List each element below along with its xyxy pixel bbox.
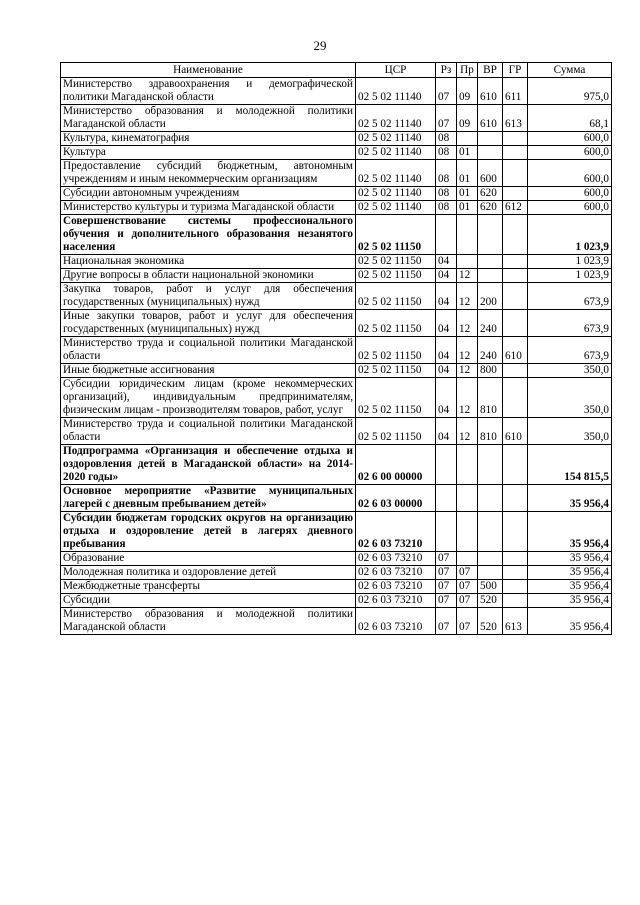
cell-vr bbox=[478, 269, 503, 283]
cell-vr bbox=[478, 485, 503, 512]
cell-name: Министерство здравоохранения и демографической политики Магаданской области bbox=[61, 78, 356, 105]
cell-gr bbox=[503, 132, 528, 146]
cell-vr: 240 bbox=[478, 310, 503, 337]
cell-rz: 07 bbox=[436, 566, 457, 580]
cell-csr: 02 5 02 11150 bbox=[356, 418, 436, 445]
cell-name: Субсидии bbox=[61, 594, 356, 608]
cell-rz bbox=[436, 445, 457, 485]
cell-sum: 673,9 bbox=[528, 283, 612, 310]
cell-name: Подпрограмма «Организация и обеспечение отдыха и оздоровления детей в Магаданской области» на 2014-2020 годы» bbox=[61, 445, 356, 485]
header-pr: Пр bbox=[457, 63, 478, 78]
cell-vr: 810 bbox=[478, 418, 503, 445]
cell-pr: 07 bbox=[457, 580, 478, 594]
cell-gr: 613 bbox=[503, 608, 528, 635]
table-row bbox=[61, 187, 612, 201]
table-row bbox=[61, 78, 612, 105]
cell-rz: 07 bbox=[436, 105, 457, 132]
cell-rz: 04 bbox=[436, 255, 457, 269]
table-row bbox=[61, 201, 612, 215]
cell-name: Культура, кинематография bbox=[61, 132, 356, 146]
cell-csr: 02 5 02 11140 bbox=[356, 132, 436, 146]
cell-vr bbox=[478, 512, 503, 552]
header-name: Наименование bbox=[61, 63, 356, 78]
cell-csr: 02 6 03 00000 bbox=[356, 485, 436, 512]
cell-csr: 02 5 02 11150 bbox=[356, 255, 436, 269]
cell-vr: 620 bbox=[478, 187, 503, 201]
cell-gr bbox=[503, 215, 528, 255]
cell-vr: 610 bbox=[478, 78, 503, 105]
cell-vr: 200 bbox=[478, 283, 503, 310]
cell-sum: 350,0 bbox=[528, 378, 612, 418]
table-row bbox=[61, 310, 612, 337]
cell-vr bbox=[478, 146, 503, 160]
cell-vr: 520 bbox=[478, 594, 503, 608]
cell-rz: 08 bbox=[436, 146, 457, 160]
cell-gr bbox=[503, 283, 528, 310]
cell-pr: 01 bbox=[457, 160, 478, 187]
cell-name: Министерство труда и социальной политики Магаданской области bbox=[61, 337, 356, 364]
cell-sum: 600,0 bbox=[528, 160, 612, 187]
cell-rz: 08 bbox=[436, 187, 457, 201]
cell-pr: 12 bbox=[457, 364, 478, 378]
cell-gr: 611 bbox=[503, 78, 528, 105]
cell-rz: 08 bbox=[436, 132, 457, 146]
cell-name: Закупка товаров, работ и услуг для обеспечения государственных (муниципальных) нужд bbox=[61, 283, 356, 310]
table-row bbox=[61, 132, 612, 146]
cell-pr: 09 bbox=[457, 78, 478, 105]
cell-vr: 810 bbox=[478, 378, 503, 418]
cell-rz: 04 bbox=[436, 310, 457, 337]
cell-name: Министерство образования и молодежной политики Магаданской области bbox=[61, 105, 356, 132]
header-rz: Рз bbox=[436, 63, 457, 78]
cell-sum: 68,1 bbox=[528, 105, 612, 132]
cell-rz bbox=[436, 512, 457, 552]
cell-rz bbox=[436, 215, 457, 255]
cell-vr: 600 bbox=[478, 160, 503, 187]
cell-rz: 04 bbox=[436, 364, 457, 378]
cell-gr: 612 bbox=[503, 201, 528, 215]
cell-gr bbox=[503, 445, 528, 485]
cell-name: Другие вопросы в области национальной экономики bbox=[61, 269, 356, 283]
cell-vr bbox=[478, 255, 503, 269]
table-row bbox=[61, 566, 612, 580]
cell-rz: 07 bbox=[436, 78, 457, 105]
cell-sum: 600,0 bbox=[528, 187, 612, 201]
cell-gr bbox=[503, 160, 528, 187]
cell-gr bbox=[503, 378, 528, 418]
cell-sum: 35 956,4 bbox=[528, 552, 612, 566]
header-sum: Сумма bbox=[528, 63, 612, 78]
header-gr: ГР bbox=[503, 63, 528, 78]
cell-pr: 01 bbox=[457, 201, 478, 215]
header-row bbox=[61, 63, 612, 78]
cell-sum: 1 023,9 bbox=[528, 215, 612, 255]
cell-csr: 02 6 03 73210 bbox=[356, 594, 436, 608]
table-row bbox=[61, 269, 612, 283]
cell-csr: 02 5 02 11150 bbox=[356, 283, 436, 310]
table-row bbox=[61, 215, 612, 255]
cell-gr: 610 bbox=[503, 337, 528, 364]
cell-gr bbox=[503, 146, 528, 160]
cell-gr bbox=[503, 594, 528, 608]
cell-gr bbox=[503, 364, 528, 378]
cell-csr: 02 6 03 73210 bbox=[356, 566, 436, 580]
cell-rz: 04 bbox=[436, 283, 457, 310]
cell-rz: 04 bbox=[436, 337, 457, 364]
table-row bbox=[61, 580, 612, 594]
cell-csr: 02 5 02 11140 bbox=[356, 201, 436, 215]
table-row bbox=[61, 608, 612, 635]
cell-sum: 35 956,4 bbox=[528, 512, 612, 552]
cell-sum: 35 956,4 bbox=[528, 485, 612, 512]
cell-sum: 35 956,4 bbox=[528, 580, 612, 594]
table-row bbox=[61, 105, 612, 132]
cell-rz: 04 bbox=[436, 418, 457, 445]
table-row bbox=[61, 512, 612, 552]
cell-gr: 613 bbox=[503, 105, 528, 132]
cell-vr bbox=[478, 445, 503, 485]
cell-pr bbox=[457, 132, 478, 146]
cell-name: Национальная экономика bbox=[61, 255, 356, 269]
table-row bbox=[61, 283, 612, 310]
cell-csr: 02 5 02 11140 bbox=[356, 146, 436, 160]
cell-csr: 02 5 02 11150 bbox=[356, 337, 436, 364]
cell-pr: 12 bbox=[457, 269, 478, 283]
cell-rz: 08 bbox=[436, 160, 457, 187]
cell-name: Межбюджетные трансферты bbox=[61, 580, 356, 594]
cell-pr bbox=[457, 255, 478, 269]
cell-vr: 800 bbox=[478, 364, 503, 378]
cell-csr: 02 6 03 73210 bbox=[356, 552, 436, 566]
cell-csr: 02 6 03 73210 bbox=[356, 512, 436, 552]
cell-vr: 240 bbox=[478, 337, 503, 364]
cell-rz: 07 bbox=[436, 552, 457, 566]
cell-name: Министерство образования и молодежной политики Магаданской области bbox=[61, 608, 356, 635]
cell-sum: 350,0 bbox=[528, 364, 612, 378]
cell-sum: 35 956,4 bbox=[528, 608, 612, 635]
cell-vr bbox=[478, 132, 503, 146]
cell-csr: 02 5 02 11150 bbox=[356, 215, 436, 255]
cell-gr bbox=[503, 580, 528, 594]
cell-gr bbox=[503, 566, 528, 580]
cell-sum: 600,0 bbox=[528, 146, 612, 160]
table-row bbox=[61, 418, 612, 445]
table-row bbox=[61, 552, 612, 566]
cell-rz: 07 bbox=[436, 608, 457, 635]
cell-pr: 07 bbox=[457, 566, 478, 580]
cell-pr: 07 bbox=[457, 608, 478, 635]
cell-csr: 02 6 03 73210 bbox=[356, 580, 436, 594]
cell-rz: 04 bbox=[436, 378, 457, 418]
cell-name: Субсидии бюджетам городских округов на организацию отдыха и оздоровление детей в лагерях дневного пребывания bbox=[61, 512, 356, 552]
cell-name: Субсидии юридическим лицам (кроме некоммерческих организаций), индивидуальным предпринимателям, физическим лицам - производителям товаров, работ, услуг bbox=[61, 378, 356, 418]
cell-vr: 520 bbox=[478, 608, 503, 635]
cell-pr: 12 bbox=[457, 283, 478, 310]
header-vr: ВР bbox=[478, 63, 503, 78]
table-row bbox=[61, 146, 612, 160]
budget-table bbox=[60, 62, 612, 635]
cell-sum: 673,9 bbox=[528, 337, 612, 364]
cell-sum: 600,0 bbox=[528, 201, 612, 215]
cell-csr: 02 5 02 11150 bbox=[356, 269, 436, 283]
cell-sum: 1 023,9 bbox=[528, 269, 612, 283]
cell-pr: 12 bbox=[457, 310, 478, 337]
cell-name: Субсидии автономным учреждениям bbox=[61, 187, 356, 201]
cell-name: Основное мероприятие «Развитие муниципальных лагерей с дневным пребыванием детей» bbox=[61, 485, 356, 512]
cell-vr bbox=[478, 552, 503, 566]
cell-gr: 610 bbox=[503, 418, 528, 445]
cell-csr: 02 6 00 00000 bbox=[356, 445, 436, 485]
cell-sum: 154 815,5 bbox=[528, 445, 612, 485]
table-row bbox=[61, 337, 612, 364]
cell-sum: 1 023,9 bbox=[528, 255, 612, 269]
cell-pr bbox=[457, 552, 478, 566]
cell-name: Молодежная политика и оздоровление детей bbox=[61, 566, 356, 580]
table-body bbox=[61, 78, 612, 635]
cell-sum: 975,0 bbox=[528, 78, 612, 105]
cell-pr bbox=[457, 485, 478, 512]
cell-csr: 02 6 03 73210 bbox=[356, 608, 436, 635]
cell-rz: 08 bbox=[436, 201, 457, 215]
cell-csr: 02 5 02 11150 bbox=[356, 364, 436, 378]
table-row bbox=[61, 255, 612, 269]
cell-name: Министерство труда и социальной политики Магаданской области bbox=[61, 418, 356, 445]
cell-pr: 12 bbox=[457, 378, 478, 418]
cell-pr: 07 bbox=[457, 594, 478, 608]
cell-rz: 07 bbox=[436, 580, 457, 594]
cell-csr: 02 5 02 11140 bbox=[356, 105, 436, 132]
cell-pr: 01 bbox=[457, 146, 478, 160]
table-row bbox=[61, 594, 612, 608]
cell-vr: 500 bbox=[478, 580, 503, 594]
cell-name: Иные закупки товаров, работ и услуг для обеспечения государственных (муниципальных) нужд bbox=[61, 310, 356, 337]
cell-rz bbox=[436, 485, 457, 512]
table-row bbox=[61, 378, 612, 418]
cell-gr bbox=[503, 485, 528, 512]
table-row bbox=[61, 160, 612, 187]
cell-pr: 12 bbox=[457, 337, 478, 364]
cell-name: Культура bbox=[61, 146, 356, 160]
cell-gr bbox=[503, 552, 528, 566]
table-row bbox=[61, 364, 612, 378]
cell-vr bbox=[478, 215, 503, 255]
cell-pr: 12 bbox=[457, 418, 478, 445]
cell-pr bbox=[457, 445, 478, 485]
cell-csr: 02 5 02 11140 bbox=[356, 160, 436, 187]
cell-name: Образование bbox=[61, 552, 356, 566]
cell-pr: 01 bbox=[457, 187, 478, 201]
cell-pr bbox=[457, 512, 478, 552]
cell-rz: 04 bbox=[436, 269, 457, 283]
cell-pr bbox=[457, 215, 478, 255]
cell-vr bbox=[478, 566, 503, 580]
cell-sum: 35 956,4 bbox=[528, 594, 612, 608]
cell-sum: 600,0 bbox=[528, 132, 612, 146]
cell-rz: 07 bbox=[436, 594, 457, 608]
cell-name: Предоставление субсидий бюджетным, автономным учреждениям и иным некоммерческим организациям bbox=[61, 160, 356, 187]
table-row bbox=[61, 445, 612, 485]
cell-name: Министерство культуры и туризма Магаданской области bbox=[61, 201, 356, 215]
cell-sum: 673,9 bbox=[528, 310, 612, 337]
cell-gr bbox=[503, 310, 528, 337]
cell-name: Совершенствование системы профессионального обучения и дополнительного образования незанятого населения bbox=[61, 215, 356, 255]
page-number: 29 bbox=[313, 38, 327, 53]
cell-vr: 620 bbox=[478, 201, 503, 215]
cell-csr: 02 5 02 11150 bbox=[356, 378, 436, 418]
cell-gr bbox=[503, 187, 528, 201]
cell-sum: 35 956,4 bbox=[528, 566, 612, 580]
cell-gr bbox=[503, 269, 528, 283]
cell-gr bbox=[503, 512, 528, 552]
cell-sum: 350,0 bbox=[528, 418, 612, 445]
cell-name: Иные бюджетные ассигнования bbox=[61, 364, 356, 378]
cell-csr: 02 5 02 11150 bbox=[356, 310, 436, 337]
table-row bbox=[61, 485, 612, 512]
cell-csr: 02 5 02 11140 bbox=[356, 187, 436, 201]
header-csr: ЦСР bbox=[356, 63, 436, 78]
cell-pr: 09 bbox=[457, 105, 478, 132]
cell-gr bbox=[503, 255, 528, 269]
cell-csr: 02 5 02 11140 bbox=[356, 78, 436, 105]
cell-vr: 610 bbox=[478, 105, 503, 132]
